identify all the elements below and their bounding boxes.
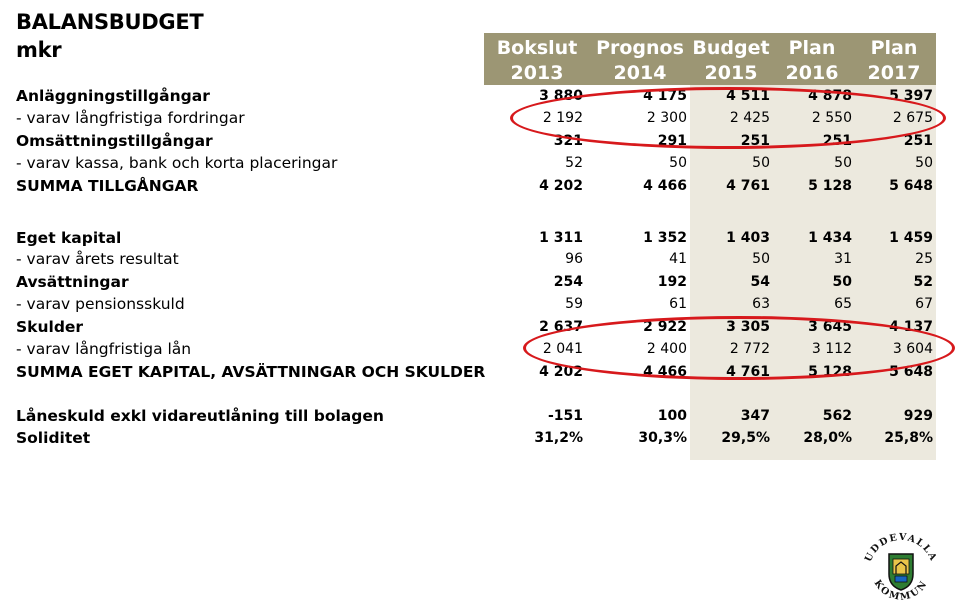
- row-value-2: 347: [740, 408, 770, 424]
- column-header-2: [690, 33, 772, 85]
- column-header-4: [852, 33, 936, 85]
- row-value-0: 2 192: [542, 110, 583, 126]
- row-value-4: 929: [903, 408, 933, 424]
- table-row: [16, 405, 936, 427]
- row-label: - varav årets resultat: [16, 250, 179, 268]
- row-value-4: 67: [915, 296, 933, 312]
- row-value-3: 3 645: [808, 319, 852, 335]
- table-row: [16, 427, 936, 449]
- row-label: SUMMA EGET KAPITAL, AVSÄTTNINGAR OCH SKULDER: [16, 363, 486, 381]
- column-header-line1: Bokslut: [496, 37, 578, 59]
- row-value-1: 1 352: [643, 230, 687, 246]
- row-value-0: 2 637: [539, 319, 583, 335]
- row-value-2: 2 425: [729, 110, 770, 126]
- row-value-4: 25,8%: [884, 430, 933, 446]
- column-header-1: [590, 33, 690, 85]
- row-value-2: 54: [750, 274, 770, 290]
- svg-text:UDDEVALLA: UDDEVALLA: [862, 531, 940, 564]
- row-value-4: 251: [903, 133, 933, 149]
- column-header-year: 2017: [867, 62, 921, 84]
- row-value-0: 4 202: [539, 364, 583, 380]
- row-value-4: 50: [915, 155, 933, 171]
- row-value-3: 65: [834, 296, 852, 312]
- row-value-4: 25: [915, 251, 933, 267]
- row-value-1: 61: [669, 296, 687, 312]
- row-value-1: 4 466: [643, 178, 687, 194]
- row-value-4: 2 675: [892, 110, 933, 126]
- row-value-2: 2 772: [729, 341, 770, 357]
- table-row: [16, 227, 936, 249]
- row-value-4: 3 604: [892, 341, 933, 357]
- row-value-1: 192: [657, 274, 687, 290]
- row-label: Låneskuld exkl vidareutlåning till bolagen: [16, 407, 384, 425]
- row-value-0: 31,2%: [534, 430, 583, 446]
- row-label: - varav långfristiga fordringar: [16, 109, 245, 127]
- row-value-2: 1 403: [726, 230, 770, 246]
- row-label: - varav pensionsskuld: [16, 295, 185, 313]
- column-header-year: 2016: [785, 62, 839, 84]
- row-value-2: 4 761: [726, 364, 770, 380]
- row-value-0: 59: [565, 296, 583, 312]
- highlight-ring-lan: [523, 316, 955, 380]
- row-value-1: 100: [657, 408, 687, 424]
- row-value-4: 52: [913, 274, 933, 290]
- row-label: Soliditet: [16, 429, 91, 447]
- row-value-2: 29,5%: [721, 430, 770, 446]
- row-value-1: 2 922: [643, 319, 687, 335]
- column-header-year: 2013: [510, 62, 564, 84]
- row-label: - varav långfristiga lån: [16, 340, 192, 358]
- row-value-3: 1 434: [808, 230, 852, 246]
- row-value-2: 4 511: [726, 88, 770, 104]
- column-header-line1: Plan: [788, 37, 836, 59]
- row-value-0: 96: [565, 251, 583, 267]
- column-header-year: 2014: [613, 62, 667, 84]
- row-value-3: 562: [822, 408, 852, 424]
- row-label: Eget kapital: [16, 229, 122, 247]
- row-value-0: -151: [547, 408, 583, 424]
- row-value-2: 3 305: [726, 319, 770, 335]
- row-value-4: 5 648: [889, 178, 933, 194]
- column-header-line1: Budget: [692, 37, 770, 59]
- row-value-2: 4 761: [726, 178, 770, 194]
- row-value-0: 2 041: [542, 341, 583, 357]
- row-value-3: 3 112: [811, 341, 852, 357]
- row-value-0: 3 880: [539, 88, 583, 104]
- row-label: Anläggningstillgångar: [16, 87, 210, 105]
- row-label: Avsättningar: [16, 273, 129, 291]
- row-value-1: 30,3%: [638, 430, 687, 446]
- row-value-0: 4 202: [539, 178, 583, 194]
- row-value-3: 28,0%: [803, 430, 852, 446]
- row-value-1: 50: [669, 155, 687, 171]
- row-label: Skulder: [16, 318, 84, 336]
- column-header-3: [772, 33, 852, 85]
- row-value-3: 50: [832, 274, 852, 290]
- row-value-3: 31: [834, 251, 852, 267]
- row-label: SUMMA TILLGÅNGAR: [16, 177, 199, 195]
- row-value-4: 4 137: [889, 319, 933, 335]
- row-value-2: 50: [752, 251, 770, 267]
- row-value-3: 5 128: [808, 178, 852, 194]
- column-header-line1: Plan: [870, 37, 918, 59]
- row-value-3: 251: [822, 133, 852, 149]
- slide-title: [16, 8, 203, 64]
- row-value-0: 321: [553, 133, 583, 149]
- row-value-3: 4 878: [808, 88, 852, 104]
- row-value-0: 254: [553, 274, 583, 290]
- row-value-1: 4 466: [643, 364, 687, 380]
- row-value-1: 291: [657, 133, 687, 149]
- highlight-ring-fordringar: [510, 87, 946, 149]
- table-row: [16, 293, 936, 315]
- row-value-1: 2 400: [646, 341, 687, 357]
- column-header-line1: Prognos: [596, 37, 684, 59]
- row-value-3: 2 550: [811, 110, 852, 126]
- column-header-year: 2015: [704, 62, 758, 84]
- title-line1: BALANSBUDGET: [16, 10, 204, 34]
- row-value-2: 63: [752, 296, 770, 312]
- row-label: - varav kassa, bank och korta placeringar: [16, 154, 338, 172]
- row-value-1: 4 175: [643, 88, 687, 104]
- svg-text:KOMMUN: KOMMUN: [871, 578, 931, 604]
- row-value-2: 50: [752, 155, 770, 171]
- row-value-1: 2 300: [646, 110, 687, 126]
- table-row: [16, 271, 936, 293]
- row-value-1: 41: [669, 251, 687, 267]
- row-value-2: 251: [740, 133, 770, 149]
- table-row: [16, 248, 936, 270]
- row-label: Omsättningstillgångar: [16, 132, 213, 150]
- row-value-4: 1 459: [889, 230, 933, 246]
- row-value-3: 50: [834, 155, 852, 171]
- row-value-4: 5 397: [889, 88, 933, 104]
- title-line2: mkr: [16, 38, 62, 62]
- column-header-0: [484, 33, 590, 85]
- table-row: [16, 175, 936, 197]
- row-value-3: 5 128: [808, 364, 852, 380]
- row-value-0: 52: [565, 155, 583, 171]
- row-value-0: 1 311: [539, 230, 583, 246]
- uddevalla-kommun-logo: [858, 526, 944, 608]
- table-row: [16, 152, 936, 174]
- row-value-4: 5 648: [889, 364, 933, 380]
